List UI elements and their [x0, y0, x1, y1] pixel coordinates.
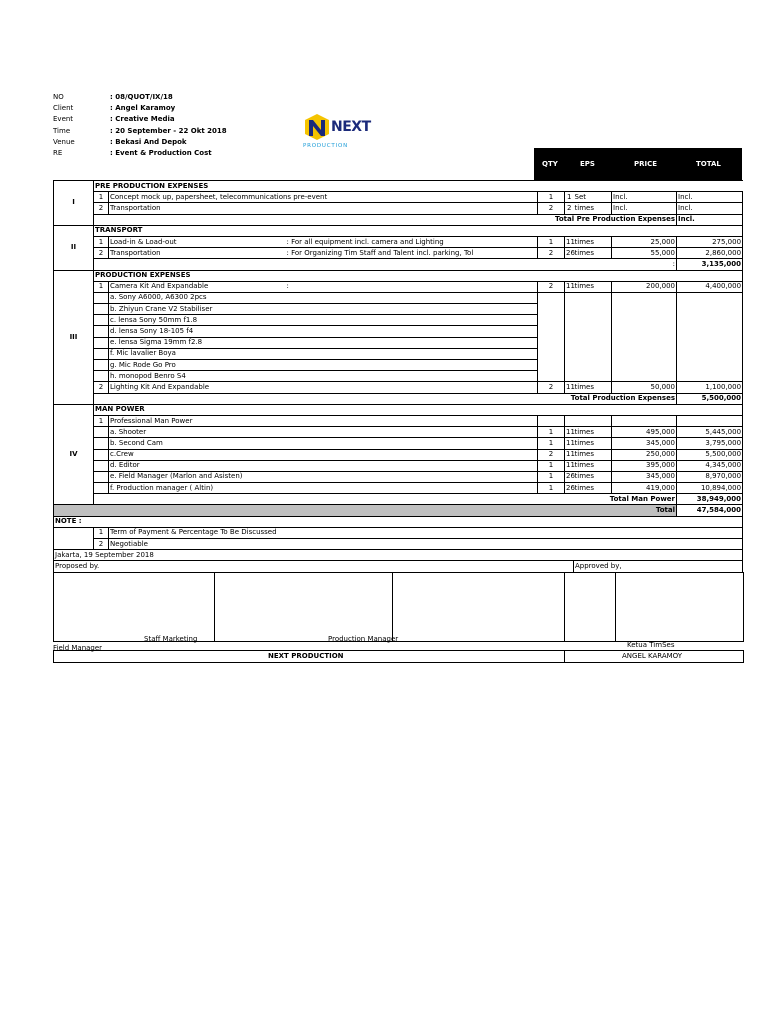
- signature-box-staff-marketing: [214, 573, 393, 641]
- list-item: h. monopod Benro S4: [54, 371, 743, 382]
- table-row: 1 Concept mock up, papersheet, telecommunications pre-event 1 1 Set Incl. Incl.: [54, 192, 743, 203]
- list-item: g. Mic Rode Go Pro: [54, 360, 743, 371]
- header-re: RE : Event & Production Cost: [53, 149, 212, 158]
- section-number: I: [54, 181, 94, 226]
- footer-client: ANGEL KARAMOY: [622, 652, 683, 660]
- table-row: 1 Load-in & Load-out : For all equipment incl. camera and Lighting 1 11 times 25,000 275,000: [54, 236, 743, 247]
- table-row: f. Production manager ( Altin) 1 26 times 419,000 10,894,000: [54, 483, 743, 494]
- footer-company: NEXT PRODUCTION: [268, 652, 344, 660]
- header-venue: Venue : Bekasi And Depok: [53, 137, 187, 146]
- footer-divider: [564, 651, 565, 662]
- list-item: f. Mic lavalier Boya: [54, 348, 743, 359]
- section-number: II: [54, 225, 94, 270]
- signature-box-field-manager: [54, 573, 215, 641]
- signature-box-blank: [564, 573, 616, 641]
- header-time: Time : 20 September - 22 Okt 2018: [53, 126, 227, 135]
- signer-production-manager: Production Manager: [328, 635, 399, 643]
- section-total-row: : 3,135,000: [54, 259, 743, 270]
- table-row: d. Editor 1 11 times 395,000 4,345,000: [54, 460, 743, 471]
- approved-label: Approved by,: [574, 561, 743, 572]
- list-item: a. Sony A6000, A6300 2pcs: [54, 292, 743, 303]
- logo-subtext: PRODUCTION: [303, 143, 348, 149]
- section-row: [54, 270, 743, 281]
- section-title: PRODUCTION EXPENSES: [94, 270, 743, 281]
- section-number: III: [54, 270, 94, 404]
- col-qty: QTY: [542, 160, 558, 168]
- section-total-row: Total Production Expenses 5,500,000: [54, 393, 743, 404]
- section-title: PRE PRODUCTION EXPENSES: [94, 181, 743, 192]
- quotation-table: [53, 180, 743, 573]
- signer-ketua: Ketua TimSes: [627, 641, 675, 649]
- section-row: [54, 404, 743, 415]
- grand-total-row: Total 47,584,000: [54, 505, 743, 516]
- table-row: 1 Camera Kit And Expandable : 2 11 times 200,000 4,400,000: [54, 281, 743, 292]
- col-eps: EPS: [580, 160, 595, 168]
- note-item: 1 Term of Payment & Percentage To Be Discussed: [54, 527, 743, 538]
- section-title: TRANSPORT: [94, 225, 743, 236]
- table-row: 2 Transportation 2 2 times Incl. Incl.: [54, 203, 743, 214]
- table-row: e. Field Manager (Marlon and Asisten) 1 26 times 345,000 8,970,000: [54, 471, 743, 482]
- note-item: 2 Negotiable: [54, 539, 743, 550]
- signer-field-manager: Field Manager: [53, 644, 103, 652]
- signature-box-production-manager: [392, 573, 565, 641]
- table-row: 2 Lighting Kit And Expandable 2 11 times 50,000 1,100,000: [54, 382, 743, 393]
- section-row: [54, 225, 743, 236]
- list-item: c. lensa Sony 50mm f1.8: [54, 315, 743, 326]
- section-row: [54, 181, 743, 192]
- section-total-row: Total Pre Production Expenses Incl.: [54, 214, 743, 225]
- list-item: d. lensa Sony 18-105 f4: [54, 326, 743, 337]
- list-item: b. Zhiyun Crane V2 Stabiliser: [54, 304, 743, 315]
- table-row: a. Shooter 1 11 times 495,000 5,445,000: [54, 427, 743, 438]
- section-number: IV: [54, 404, 94, 505]
- signer-staff-marketing: Staff Marketing: [144, 635, 198, 643]
- column-header-bar: [534, 148, 742, 180]
- table-row: 2 Transportation : For Organizing Tim Staff and Talent incl. parking, Tol 2 26 times 55,000 2,860,000: [54, 248, 743, 259]
- table-row: b. Second Cam 1 11 times 345,000 3,795,000: [54, 438, 743, 449]
- footer-row: [53, 650, 744, 663]
- quotation-header: [53, 92, 227, 159]
- table-row: 1 Professional Man Power: [54, 415, 743, 426]
- header-client: Client : Angel Karamoy: [53, 104, 176, 113]
- signature-labels-row: [54, 561, 743, 572]
- header-event: Event : Creative Media: [53, 115, 175, 124]
- header-no: NO : 08/QUOT/IX/18: [53, 93, 173, 101]
- table-row: c.Crew 2 11 times 250,000 5,500,000: [54, 449, 743, 460]
- section-total-row: Total Man Power 38,949,000: [54, 494, 743, 505]
- col-total: TOTAL: [696, 160, 721, 168]
- list-item: e. lensa Sigma 19mm f2.8: [54, 337, 743, 348]
- logo-text: NEXT: [331, 119, 371, 135]
- date-row: Jakarta, 19 September 2018: [54, 550, 743, 561]
- proposed-label: Proposed by.: [54, 561, 574, 572]
- section-title: MAN POWER: [94, 404, 743, 415]
- col-price: PRICE: [634, 160, 658, 168]
- note-title-row: NOTE :: [54, 516, 743, 527]
